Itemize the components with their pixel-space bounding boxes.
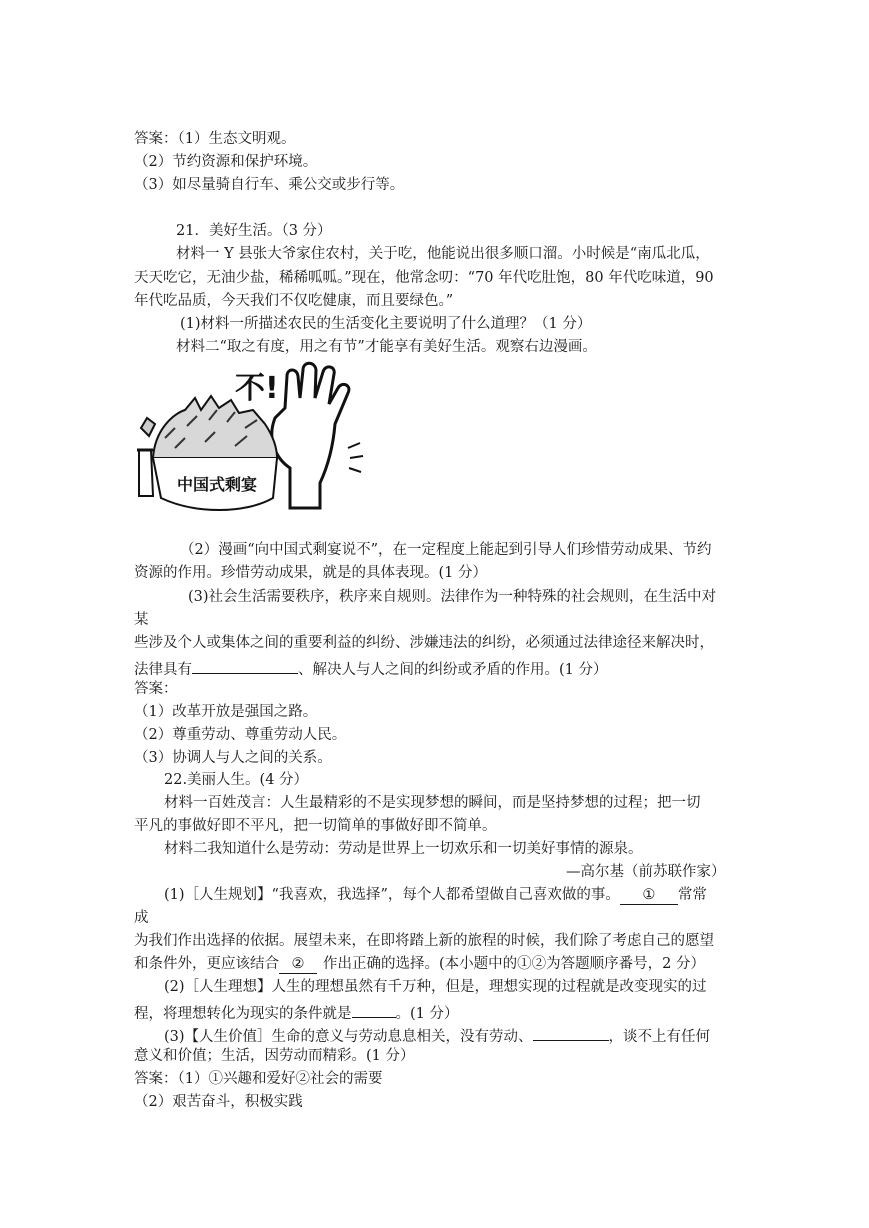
q22-q1-text-post: 常常 xyxy=(677,887,707,903)
q21-answer-label: 答案： xyxy=(134,681,178,697)
q21-question-2-line-2: 资源的作用。珍惜劳动成果，就是的具体表现。(1 分） xyxy=(134,565,487,581)
q22-q3-text-pre: (3)【人生价值］生命的意义与劳动息息相关，没有劳动、 xyxy=(164,1029,533,1045)
q21-q3-text-post: 、解决人与人之间的纠纷或矛盾的作用。(1 分） xyxy=(298,662,608,678)
q21-material-1-line-2: 天天吃它，无油少盐，稀稀呱呱。”现在，他常念叨：“70 年代吃肚饱，80 年代吃味道，90 xyxy=(134,270,714,286)
q22-question-1-line-3 xyxy=(134,953,705,975)
q22-answer-2: （2）艰苦奋斗，积极实践 xyxy=(134,1094,303,1110)
q22-q1-l3-pre: 和条件外，更应该结合 xyxy=(134,956,279,972)
q21-question-3-line-1: (3)社会生活需要秩序，秩序来自规则。法律作为一种特殊的社会规则，在生活中对 xyxy=(188,589,717,605)
q21-answer-2: （2）尊重劳动、尊重劳动人民。 xyxy=(134,727,347,743)
q21-material-1-line-3: 年代吃品质，今天我们不仅吃健康，而且要绿色。” xyxy=(134,293,454,309)
q21-question-1: (1)材料一所描述农民的生活变化主要说明了什么道理？（1 分） xyxy=(180,316,592,332)
q22-material-1-line-2: 平凡的事做好即不平凡，把一切简单的事做好即不简单。 xyxy=(134,818,497,834)
answer-20-line-3: （3）如尽量骑自行车、乘公交或步行等。 xyxy=(134,177,405,193)
q22-q1-text-pre: (1)［人生规划】“我喜欢，我选择”，每个人都希望做自己喜欢做的事。 xyxy=(164,887,620,903)
q21-question-3-line-3 xyxy=(134,655,608,681)
q22-q1-blank-2: ② xyxy=(279,955,317,974)
q21-question-3-line-1b: 某 xyxy=(134,612,149,628)
q21-material-1-line-1: 材料一 Y 县张大爷家住农村，关于吃，他能说出很多顺口溜。小时候是“南瓜北瓜， xyxy=(176,246,710,262)
banquet-pile-icon xyxy=(153,396,277,510)
answer-20-line-1: 答案：（1）生态文明观。 xyxy=(134,131,296,147)
q21-question-3-line-2: 些涉及个人或集体之间的重要利益的纠纷、涉嫌违法的纠纷，必须通过法律途径来解决时， xyxy=(134,635,714,651)
q22-material-2: 材料二我知道什么是劳动：劳动是世界上一切欢乐和一切美好事情的源泉。 xyxy=(164,841,643,857)
q22-answer-1: 答案：（1）①兴趣和爱好②社会的需要 xyxy=(134,1071,383,1087)
q22-material-2-source: —高尔基（前苏联作家） xyxy=(566,864,726,880)
trash-bin-icon xyxy=(137,418,155,496)
q22-question-2-line-1: (2)［人生理想】人生的理想虽然有千万种，但是，理想实现的过程就是改变现实的过 xyxy=(164,979,707,995)
q21-question-2-line-1: （2）漫画“向中国式剩宴说不”，在一定程度上能起到引导人们珍惜劳动成果、节约 xyxy=(180,542,712,558)
q21-material-2: 材料二“取之有度，用之有节”才能享有美好生活。观察右边漫画。 xyxy=(176,339,597,355)
q21-q3-blank xyxy=(192,655,298,674)
q22-question-1-line-2: 为我们作出选择的依据。展望未来，在即将踏上新的旅程的时候，我们除了考虑自己的愿望 xyxy=(134,933,714,949)
cartoon-no-text: 不! xyxy=(235,371,279,406)
q22-question-1-line-1b: 成 xyxy=(134,910,149,926)
q22-title: 22.美丽人生。(4 分） xyxy=(164,772,309,788)
q22-q2-text-post: 。(1 分） xyxy=(395,1006,459,1022)
q22-q3-text-post: ，谈不上有任何 xyxy=(608,1029,711,1045)
cartoon-banner-text: 中国式剩宴 xyxy=(176,475,258,494)
q22-q1-l3-post: 作出正确的选择。(本小题中的①②为答题顺序番号，2 分） xyxy=(323,956,705,972)
q21-title: 21．美好生活。（3 分） xyxy=(176,223,332,239)
q22-q1-blank-1: ① xyxy=(620,886,678,905)
q21-q3-text-pre: 法律具有 xyxy=(134,662,192,678)
q22-q3-blank xyxy=(533,1022,609,1041)
q22-question-1-line-1 xyxy=(164,884,707,906)
q21-answer-3: （3）协调人与人之间的关系。 xyxy=(134,750,332,766)
cartoon-illustration xyxy=(135,358,367,524)
q21-answer-1: （1）改革开放是强国之路。 xyxy=(134,704,318,720)
q22-q2-blank xyxy=(352,999,396,1018)
q22-question-3-line-2: 意义和价值；生活，因劳动而精彩。(1 分） xyxy=(134,1048,415,1064)
q22-q2-text-pre: 程，将理想转化为现实的条件就是 xyxy=(134,1006,352,1022)
q22-material-1-line-1: 材料一百姓茂言：人生最精彩的不是实现梦想的瞬间，而是坚持梦想的过程；把一切 xyxy=(164,795,701,811)
raised-hand-icon xyxy=(272,363,363,508)
answer-20-line-2: （2）节约资源和保护环境。 xyxy=(134,154,318,170)
